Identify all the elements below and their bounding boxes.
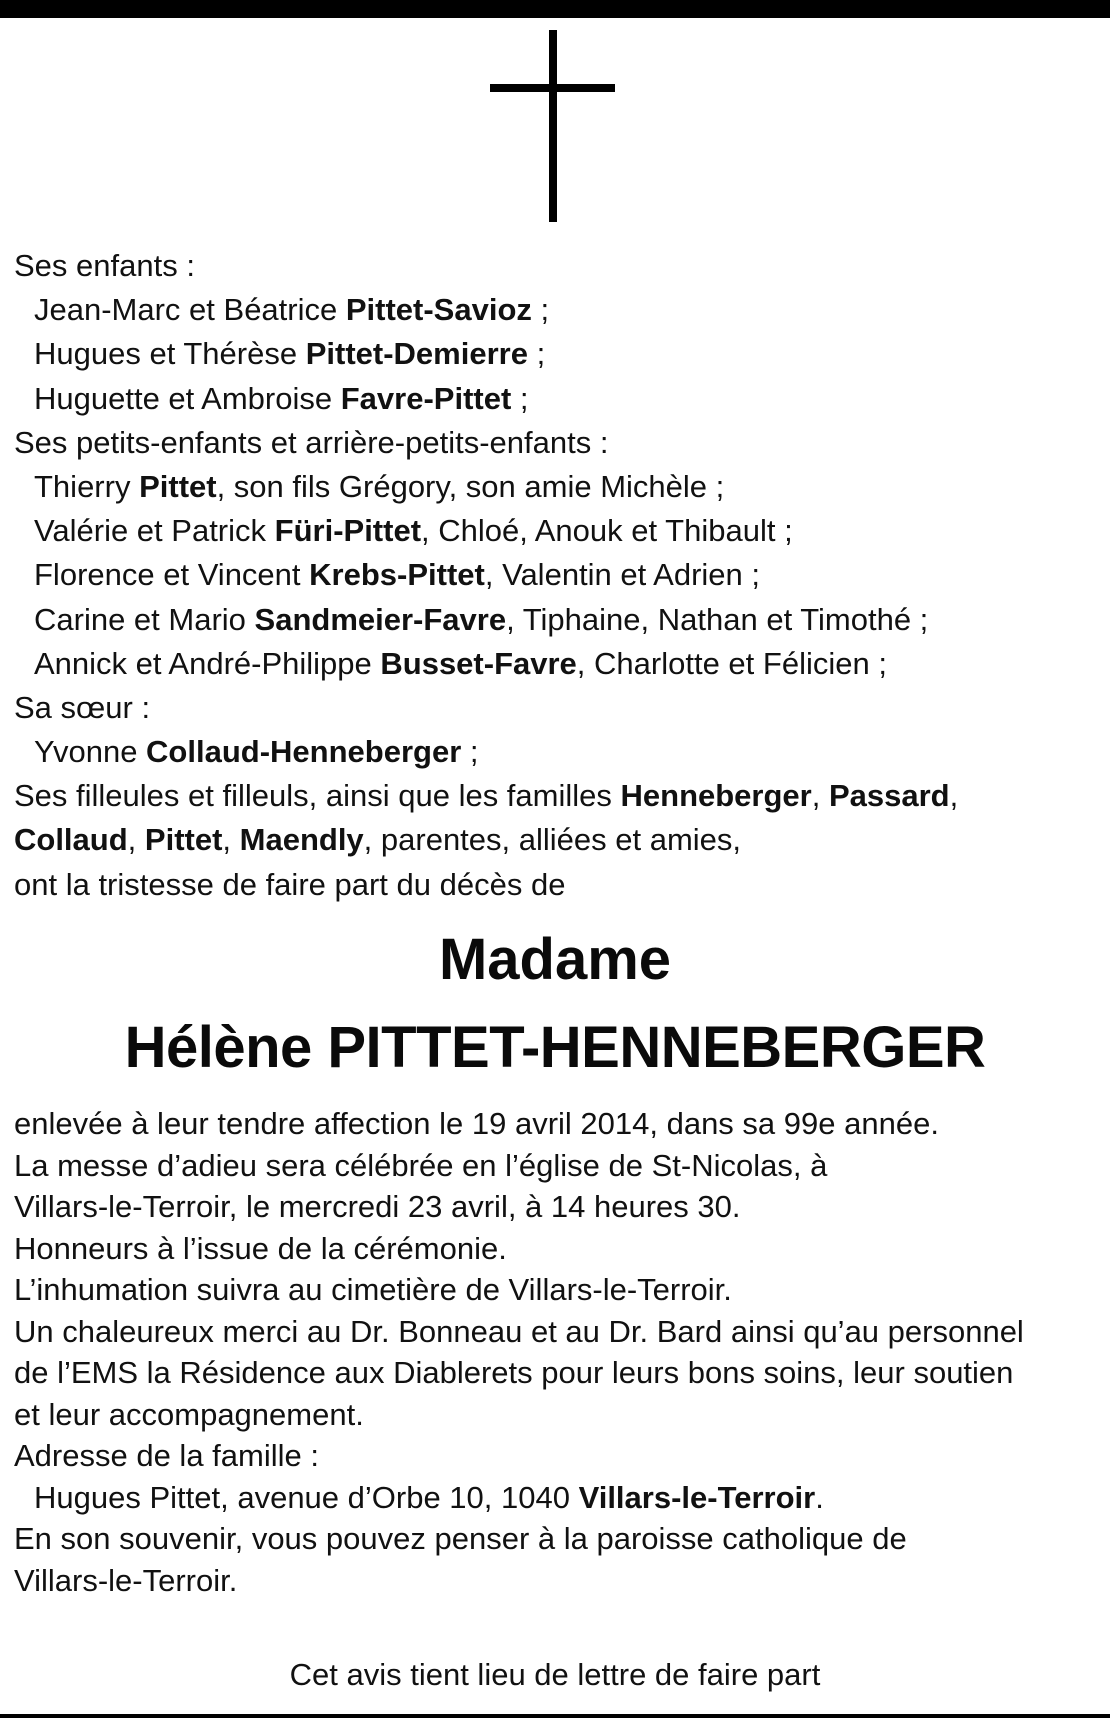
detail-line: Un chaleureux merci au Dr. Bonneau et au Dr. Bard ainsi qu’au personnel [14,1313,1024,1349]
address-line: Hugues Pittet, avenue d’Orbe 10, 1040 Villars-le-Terroir. [34,1479,824,1515]
detail-line: Villars-le-Terroir, le mercredi 23 avril, à 14 heures 30. [14,1189,741,1224]
child-line: Jean-Marc et Béatrice Pittet-Savioz ; [34,292,550,328]
grandchild-line: Carine et Mario Sandmeier-Favre, Tiphaine, Nathan et Timothé ; [34,601,929,637]
family-list [14,244,1104,907]
godchildren-line: Ses filleules et filleuls, ainsi que les familles Henneberger, Passard, [14,778,959,814]
sister-line: Yvonne Collaud-Henneberger ; [34,734,479,770]
deceased-salutation: Madame [438,927,672,992]
ceremony-details [14,1103,1104,1601]
grandchild-line: Florence et Vincent Krebs-Pittet, Valentin et Adrien ; [34,557,760,593]
address-heading: Adresse de la famille : [14,1438,319,1473]
sister-heading: Sa sœur : [14,689,151,725]
souvenir-line: Villars-le-Terroir. [14,1562,238,1598]
deceased-name: Hélène PITTET-HENNEBERGER [124,1015,986,1080]
detail-line: de l’EMS la Résidence aux Diablerets pour leurs bons soins, leur soutien [14,1355,1014,1390]
grandchild-line: Annick et André-Philippe Busset-Favre, Charlotte et Félicien ; [34,645,887,681]
child-line: Huguette et Ambroise Favre-Pittet ; [34,380,529,416]
bottom-border-rule [0,1714,1110,1718]
announcement-line: ont la tristesse de faire part du décès de [14,866,566,902]
families-line: Collaud, Pittet, Maendly, parentes, alliées et amies, [14,822,742,858]
grandchildren-heading: Ses petits-enfants et arrière-petits-enfants : [14,424,609,460]
top-border-rule [0,0,1110,18]
grandchild-line: Thierry Pittet, son fils Grégory, son amie Michèle ; [34,468,725,504]
closing-note: Cet avis tient lieu de lettre de faire part [289,1657,821,1692]
souvenir-line: En son souvenir, vous pouvez penser à la paroisse catholique de [14,1521,907,1556]
detail-line: et leur accompagnement. [14,1396,364,1432]
cross-icon [490,30,615,222]
detail-line: La messe d’adieu sera célébrée en l’église de St-Nicolas, à [14,1147,828,1183]
detail-line: L’inhumation suivra au cimetière de Villars-le-Terroir. [14,1272,732,1307]
children-heading: Ses enfants : [14,248,195,283]
child-line: Hugues et Thérèse Pittet-Demierre ; [34,336,546,372]
detail-line: enlevée à leur tendre affection le 19 avril 2014, dans sa 99e année. [14,1106,939,1141]
grandchild-line: Valérie et Patrick Füri-Pittet, Chloé, Anouk et Thibault ; [34,513,793,549]
detail-line: Honneurs à l’issue de la cérémonie. [14,1230,507,1266]
